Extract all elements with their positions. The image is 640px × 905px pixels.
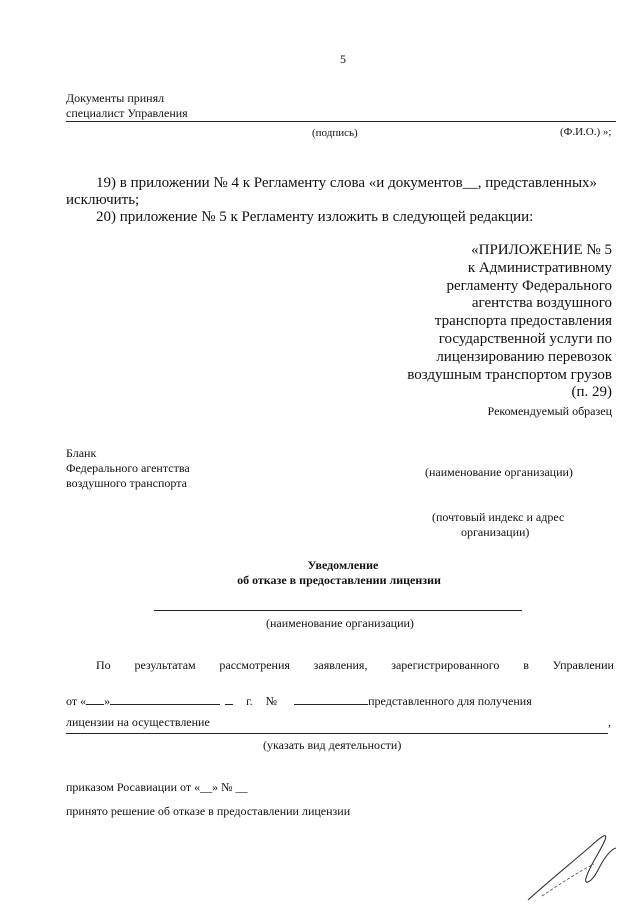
appendix-line: «ПРИЛОЖЕНИЕ № 5 (471, 242, 612, 258)
license-text: лицензии на осуществление (66, 715, 210, 729)
accepted-by-label: Документы принял (66, 91, 165, 105)
notice-title: Уведомление (307, 558, 379, 572)
month-blank (110, 692, 220, 705)
activity-line (66, 733, 608, 734)
fio-caption: (Ф.И.О.) »; (560, 126, 612, 138)
appendix-line: транспорта предоставления (434, 313, 612, 330)
submitted-text: представленного для получения (368, 694, 532, 708)
amendment-19-line2: исключить; (66, 192, 140, 208)
appendix-line: агентства воздушного (471, 295, 612, 312)
date-prefix: от « (66, 694, 87, 708)
postal-address-caption-2: организации) (461, 525, 530, 539)
appendix-line: воздушным транспортом грузов (407, 366, 612, 383)
sample-note: Рекомендуемый образец (487, 404, 612, 418)
decision-text: принято решение об отказе в предоставлении лицензии (66, 804, 351, 818)
date-number-row (66, 692, 532, 709)
appendix-line: лицензированию перевозок (436, 348, 612, 365)
body-word: заявления, (313, 658, 368, 672)
specialist-label: специалист Управления (66, 106, 188, 120)
notice-subtitle: об отказе в предоставлении лицензии (237, 573, 441, 587)
handwritten-signature (520, 820, 630, 905)
agency-label-line1: Федерального агентства (66, 461, 190, 475)
year-blank (225, 692, 233, 705)
page-number: 5 (340, 52, 346, 66)
body-word: рассмотрения (219, 658, 290, 672)
trailing-comma: , (608, 715, 611, 729)
postal-address-caption-1: (почтовый индекс и адрес (432, 510, 565, 524)
signature-caption: (подпись) (312, 127, 358, 139)
appendix-line: регламенту Федерального (446, 277, 612, 294)
day-blank (86, 692, 104, 705)
notice-body-line1 (96, 658, 614, 673)
body-word: результатам (134, 658, 196, 672)
order-text: приказом Росавиации от «__» № __ (66, 780, 248, 794)
body-word: в (523, 658, 529, 672)
blank-label: Бланк (66, 446, 97, 460)
appendix-line: к Административному (467, 259, 612, 276)
agency-label-line2: воздушного транспорта (66, 476, 187, 490)
number-label: № (265, 694, 278, 708)
body-word: Управлении (552, 658, 614, 672)
org-name-line (154, 610, 522, 611)
year-label: г. (246, 694, 253, 708)
number-blank (294, 692, 368, 705)
signature-line (66, 121, 616, 122)
appendix-line: (п. 29) (571, 384, 612, 401)
recipient-org-caption: (наименование организации) (425, 465, 573, 479)
body-word: По (96, 658, 111, 672)
activity-caption: (указать вид деятельности) (263, 738, 402, 752)
body-word: зарегистрированного (391, 658, 500, 672)
appendix-header (407, 242, 612, 402)
amendment-20: 20) приложение № 5 к Регламенту изложить в следующей редакции: (96, 209, 534, 225)
amendment-19-line1: 19) в приложении № 4 к Регламенту слова «и документов__, представленных» (96, 175, 598, 191)
org-name-caption: (наименование организации) (266, 616, 414, 630)
appendix-line: государственной услуги по (438, 330, 612, 347)
date-mid: » (104, 694, 111, 708)
